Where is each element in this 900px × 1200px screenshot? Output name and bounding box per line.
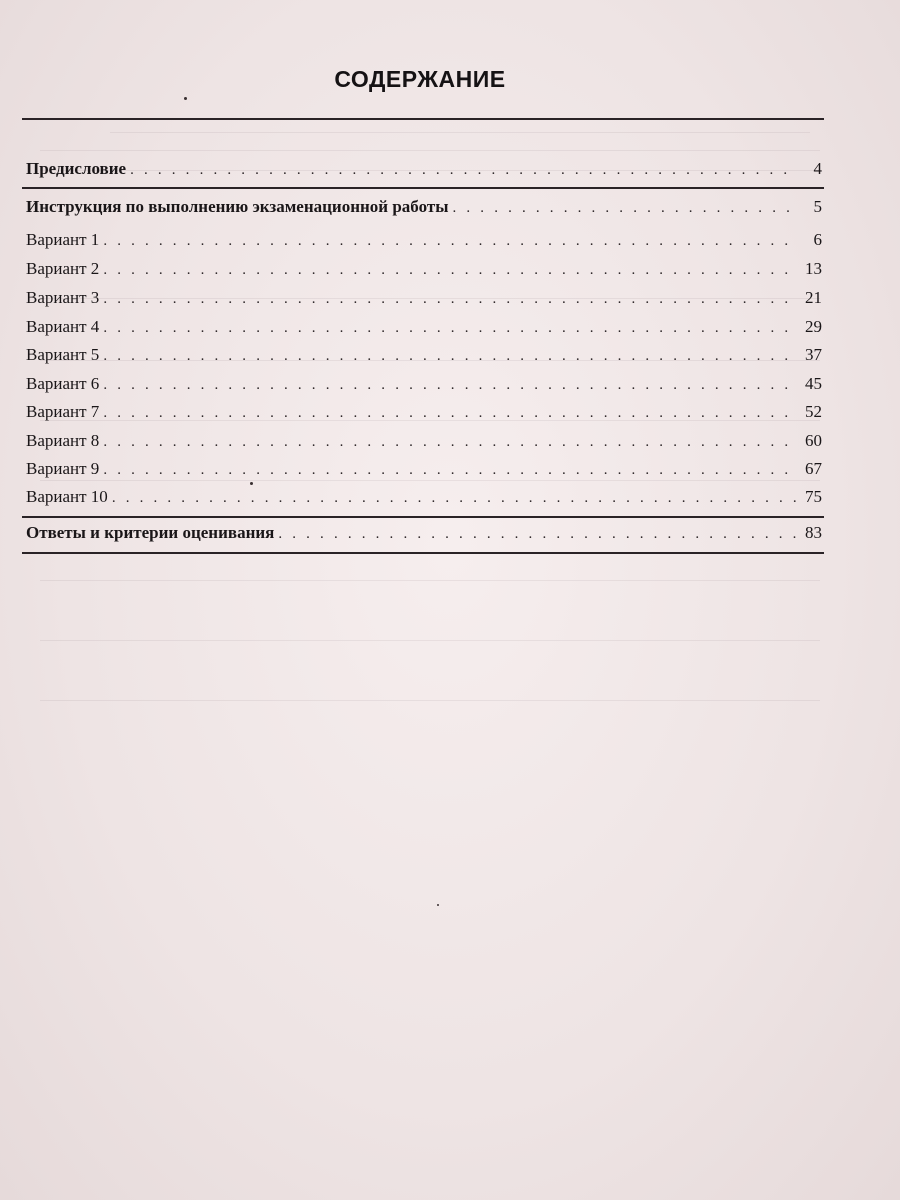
show-through-line (40, 700, 820, 701)
toc-entry (26, 287, 822, 309)
dot-leader (103, 230, 796, 252)
dot-leader (103, 317, 796, 339)
toc-entry-page: 4 (813, 159, 822, 178)
toc-entry-page: 60 (805, 431, 822, 450)
toc-entry (26, 196, 822, 218)
toc-entry (26, 316, 822, 338)
toc-entry-page: 52 (805, 402, 822, 421)
bottom-rule (22, 552, 824, 554)
dot-leader (112, 487, 796, 509)
toc-entry-label: Вариант 4 (26, 317, 100, 336)
toc-entry-label: Вариант 1 (26, 230, 100, 249)
toc-entry-page: 29 (805, 317, 822, 336)
show-through-line (40, 640, 820, 641)
dot-leader (103, 374, 796, 396)
show-through-line (40, 150, 820, 151)
dot-leader (103, 431, 796, 453)
toc-entry-label: Ответы и критерии оценивания (26, 523, 275, 542)
show-through-line (110, 132, 810, 133)
toc-entry-label: Вариант 3 (26, 288, 100, 307)
top-rule (22, 118, 824, 120)
toc-entry-page: 83 (805, 523, 822, 542)
toc-entry (26, 430, 822, 452)
dot-leader (103, 459, 796, 481)
toc-entry-page: 21 (805, 288, 822, 307)
toc-entry (26, 344, 822, 366)
toc-entry (26, 373, 822, 395)
dot-leader (103, 402, 796, 424)
section-rule (22, 516, 824, 518)
toc-entry (26, 522, 822, 544)
print-speck (184, 97, 187, 100)
dot-leader (130, 159, 796, 181)
toc-entry-page: 67 (805, 459, 822, 478)
toc-entry-page: 6 (813, 230, 822, 249)
toc-entry (26, 229, 822, 251)
print-speck (250, 482, 253, 485)
section-rule (22, 187, 824, 189)
dot-leader (103, 345, 796, 367)
toc-entry-page: 45 (805, 374, 822, 393)
toc-entry (26, 458, 822, 480)
toc-entry-page: 37 (805, 345, 822, 364)
dot-leader (278, 523, 796, 545)
dot-leader (103, 259, 796, 281)
toc-entry (26, 258, 822, 280)
toc-entry-page: 5 (813, 197, 822, 216)
toc-entry-label: Вариант 6 (26, 374, 100, 393)
toc-entry-label: Предисловие (26, 159, 127, 178)
page-title: СОДЕРЖАНИЕ (334, 66, 506, 92)
toc-entry-label: Вариант 5 (26, 345, 100, 364)
toc-entry-label: Вариант 7 (26, 402, 100, 421)
print-speck (437, 904, 439, 906)
toc-entry-page: 13 (805, 259, 822, 278)
dot-leader (103, 288, 796, 310)
toc-entry-label: Вариант 2 (26, 259, 100, 278)
toc-entry (26, 401, 822, 423)
dot-leader (453, 197, 797, 219)
toc-entry (26, 486, 822, 508)
toc-entry-label: Вариант 9 (26, 459, 100, 478)
toc-entry-label: Вариант 10 (26, 487, 108, 506)
toc-entry (26, 158, 822, 180)
toc-entry-label: Инструкция по выполнению экзаменационной работы (26, 197, 449, 216)
toc-entry-page: 75 (805, 487, 822, 506)
show-through-line (40, 580, 820, 581)
toc-entry-label: Вариант 8 (26, 431, 100, 450)
